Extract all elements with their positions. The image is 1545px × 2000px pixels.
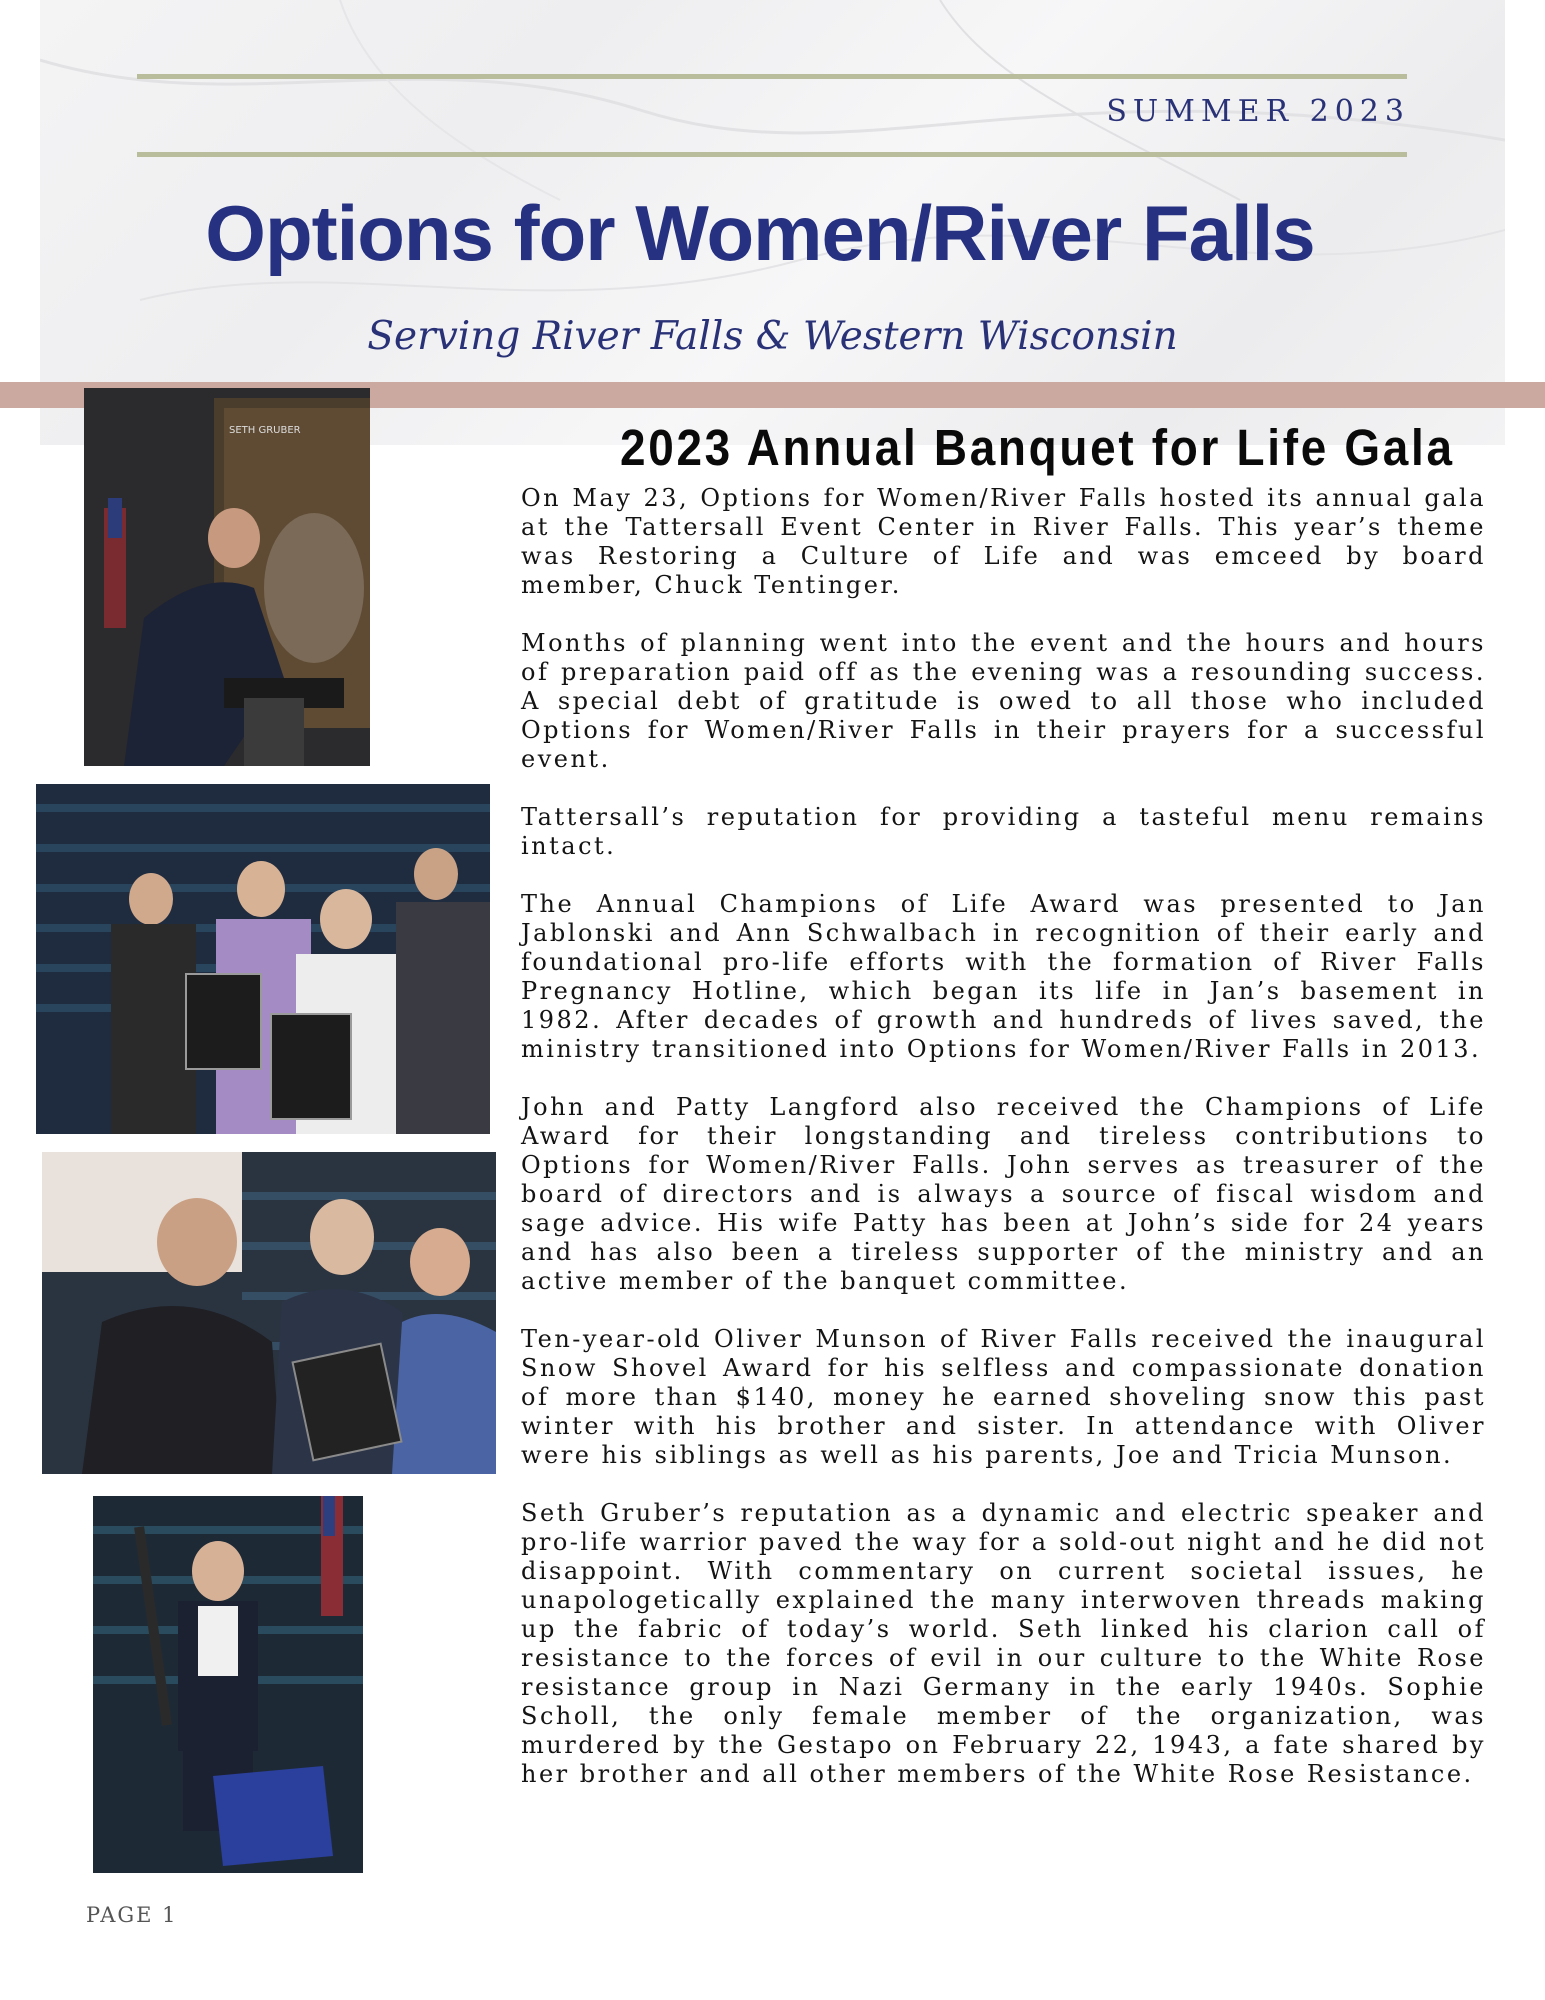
article-paragraph: On May 23, Options for Women/River Falls hosted its annual gala at the Tattersall Event Center in River Falls. This year’s theme was Restoring a Culture of Life and was emceed by board member, Chuck Tentinger. <box>521 484 1486 599</box>
article-body <box>521 484 1486 1924</box>
page-number: PAGE 1 <box>86 1903 178 1927</box>
article-paragraph: Months of planning went into the event and the hours and hours of preparation paid off as the evening was a resounding success. A special debt of gratitude is owed to all those who included Options for Women/River Falls in their prayers for a successful event. <box>521 629 1486 773</box>
bottom-rule <box>137 152 1407 157</box>
article-paragraph: John and Patty Langford also received the Champions of Life Award for their longstanding and tireless contributions to Options for Women/River Falls. John serves as treasurer of the board of directors and is always a source of fiscal wisdom and sage advice. His wife Patty has been at John’s side for 24 years and has also been a tireless supporter of the ministry and an active member of the banquet committee. <box>521 1093 1486 1295</box>
photo-award-recipients <box>36 784 490 1134</box>
issue-season: SUMMER 2023 <box>1106 94 1410 129</box>
photo-speaker-podium <box>84 388 370 766</box>
top-rule <box>137 74 1407 79</box>
article-paragraph: Tattersall’s reputation for providing a tasteful menu remains intact. <box>521 803 1486 860</box>
newsletter-tagline: Serving River Falls & Western Wisconsin <box>367 314 1178 359</box>
article-paragraph: Seth Gruber’s reputation as a dynamic and electric speaker and pro-life warrior paved the way for a sold-out night and he did not disappoint. With commentary on current societal issues, he unapologetically explained the many interwoven threads making up the fabric of today’s world. Seth linked his clarion call of resistance to the forces of evil in our culture to the White Rose resistance group in Nazi Germany in the early 1940s. Sophie Scholl, the only female member of the organization, was murdered by the Gestapo on February 22, 1943, a fate shared by her brother and all other members of the White Rose Resistance. <box>521 1499 1486 1788</box>
article-paragraph: The Annual Champions of Life Award was presented to Jan Jablonski and Ann Schwalbach in recognition of their early and foundational pro-life efforts with the formation of River Falls Pregnancy Hotline, which began its life in Jan’s basement in 1982. After decades of growth and hundreds of lives saved, the ministry transitioned into Options for Women/River Falls in 2013. <box>521 890 1486 1063</box>
newsletter-title: Options for Women/River Falls <box>205 189 1315 277</box>
photo-handshake-award <box>42 1152 496 1474</box>
photo-snow-shovel-award <box>93 1496 363 1873</box>
article-headline: 2023 Annual Banquet for Life Gala <box>620 419 1455 476</box>
article-paragraph: Ten-year-old Oliver Munson of River Falls received the inaugural Snow Shovel Award for his selfless and compassionate donation of more than $140, money he earned shoveling snow this past winter with his brother and sister. In attendance with Oliver were his siblings as well as his parents, Joe and Tricia Munson. <box>521 1325 1486 1469</box>
screen-speaker-name: SETH GRUBER <box>229 425 301 436</box>
